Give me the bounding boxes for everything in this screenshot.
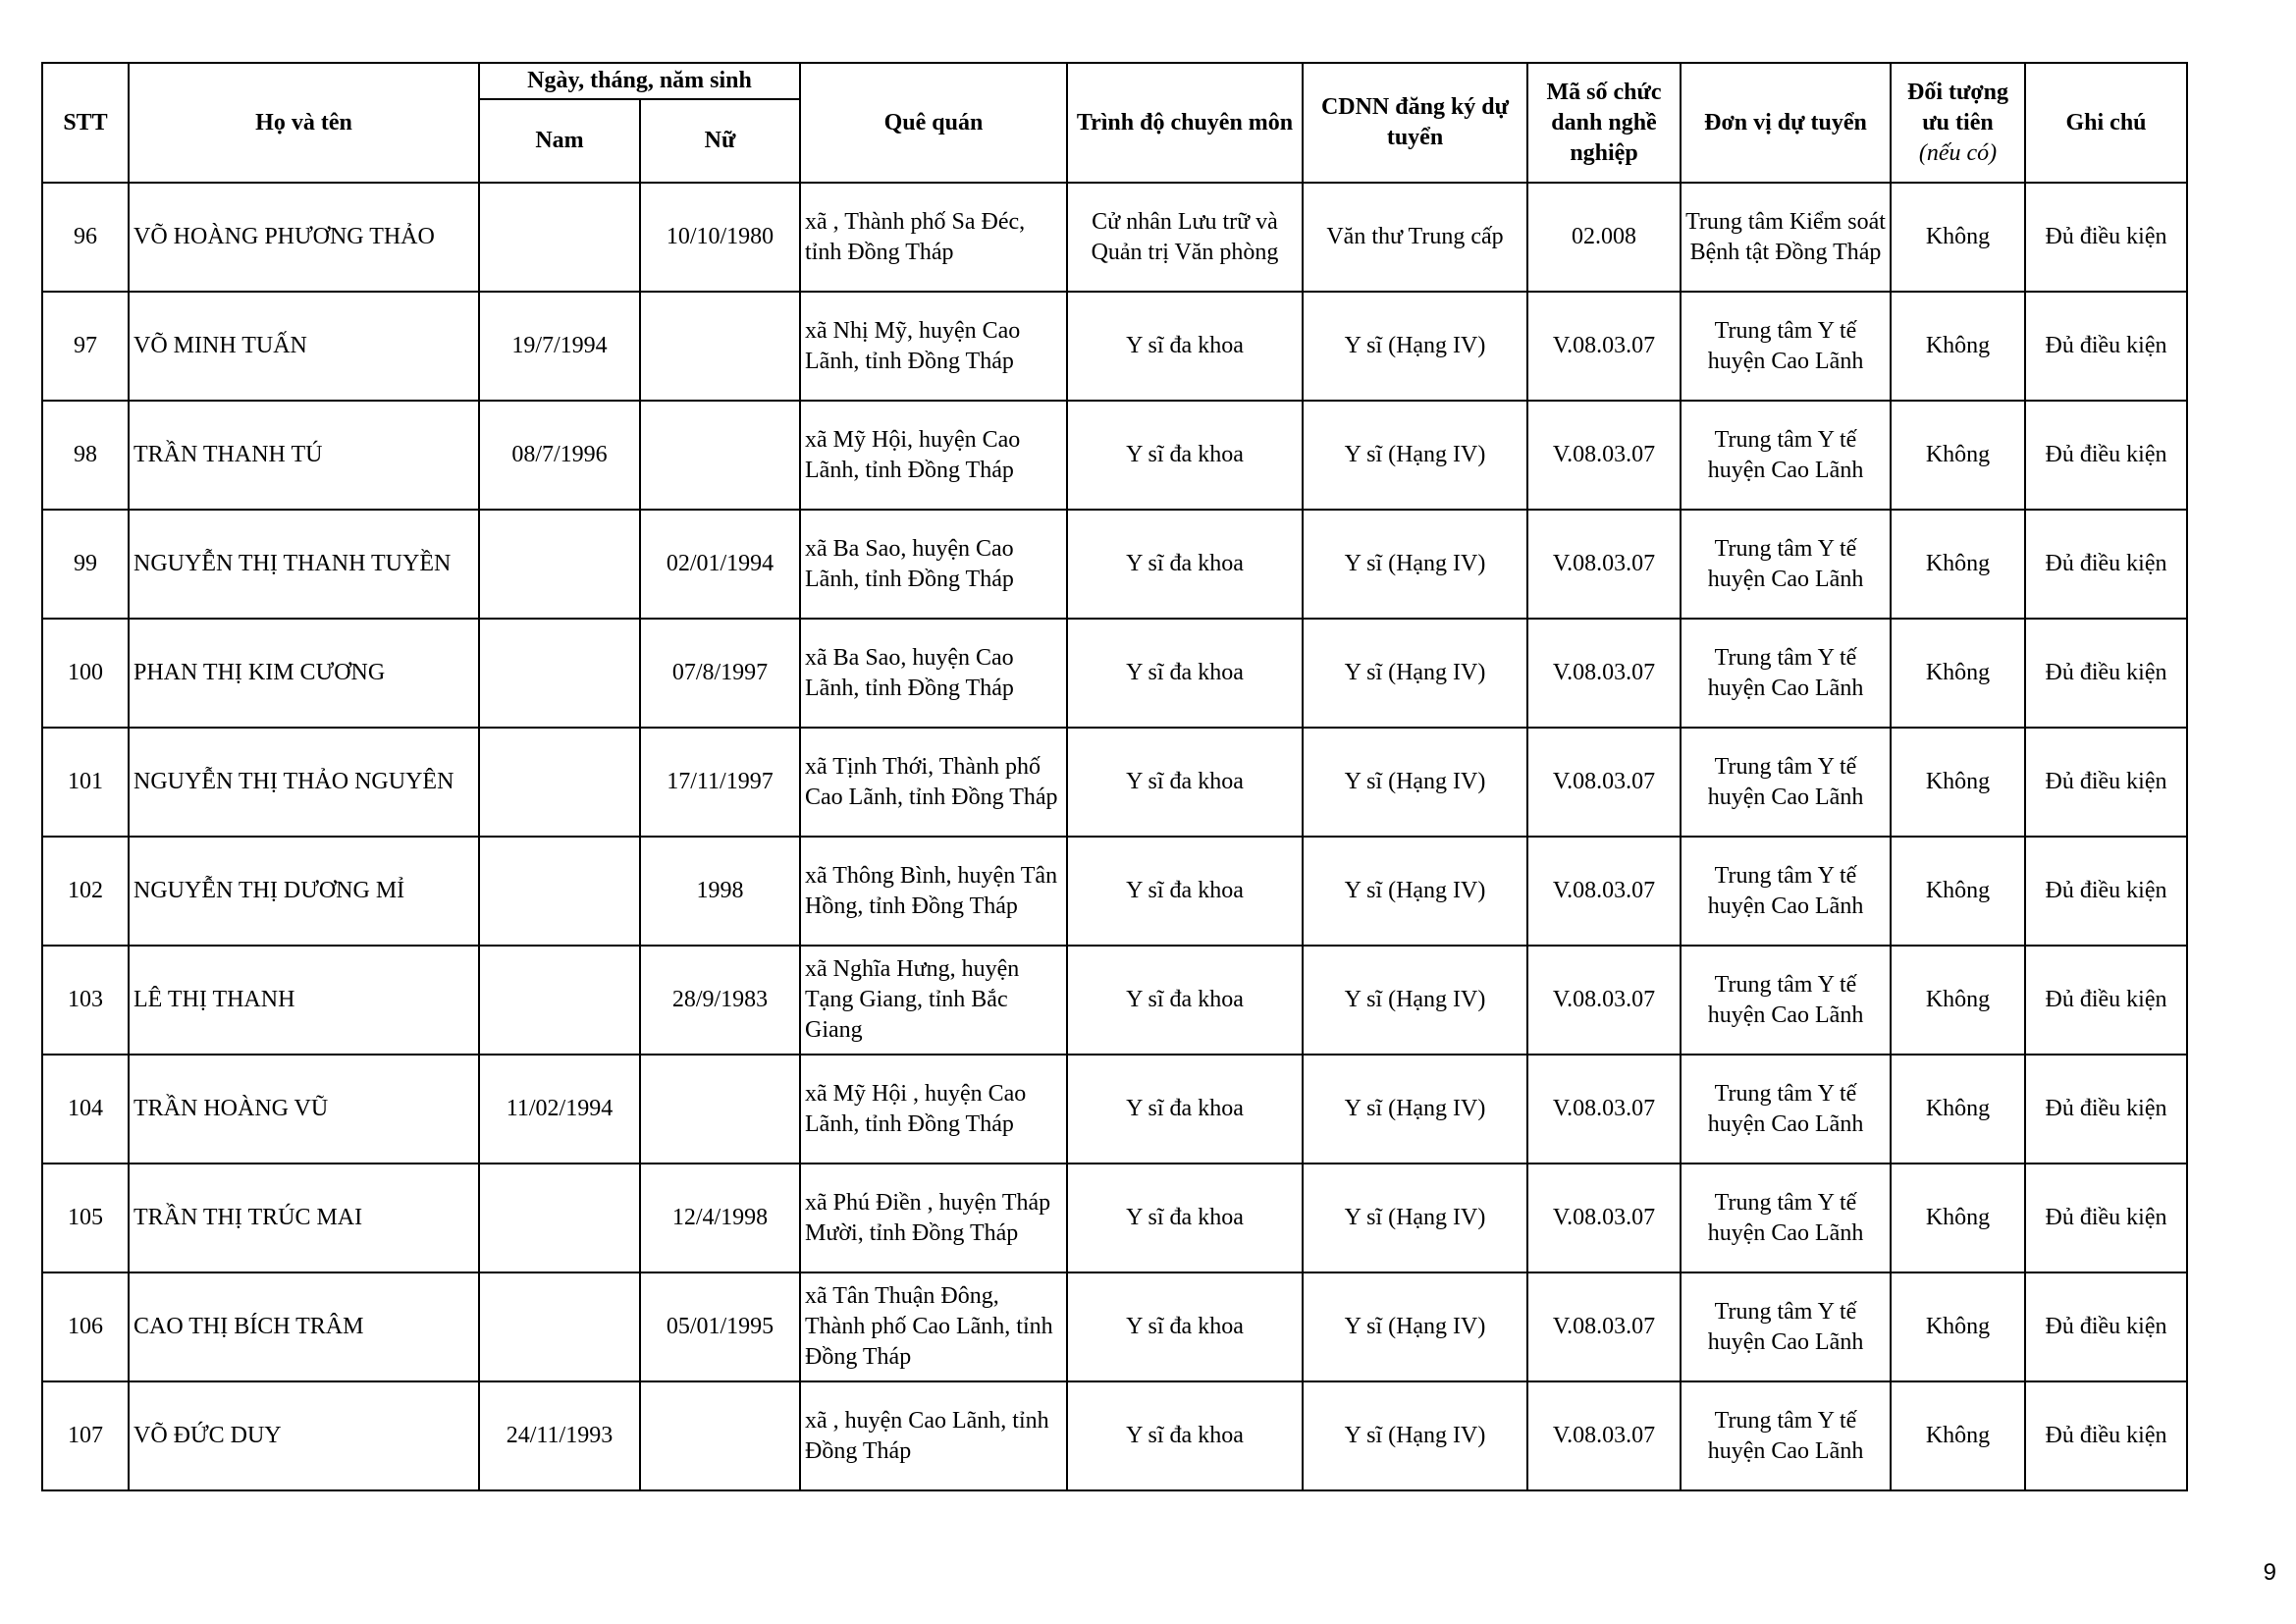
- cell-priority: Không: [1891, 1055, 2025, 1164]
- cell-priority: Không: [1891, 1381, 2025, 1490]
- cell-qualification: Y sĩ đa khoa: [1067, 510, 1303, 619]
- cell-cdnn: Y sĩ (Hạng IV): [1303, 1381, 1527, 1490]
- cell-qualification: Y sĩ đa khoa: [1067, 401, 1303, 510]
- cell-name: PHAN THỊ KIM CƯƠNG: [129, 619, 479, 728]
- cell-cdnn: Y sĩ (Hạng IV): [1303, 401, 1527, 510]
- cell-unit: Trung tâm Y tế huyện Cao Lãnh: [1681, 1055, 1891, 1164]
- cell-priority: Không: [1891, 401, 2025, 510]
- cell-unit: Trung tâm Y tế huyện Cao Lãnh: [1681, 1272, 1891, 1381]
- cell-hometown: xã Tân Thuận Đông, Thành phố Cao Lãnh, tỉnh Đồng Tháp: [800, 1272, 1067, 1381]
- cell-hometown: xã Nghĩa Hưng, huyện Tạng Giang, tỉnh Bắc Giang: [800, 946, 1067, 1055]
- candidate-table: [41, 62, 2188, 1491]
- cell-code: V.08.03.07: [1527, 1055, 1681, 1164]
- cell-unit: Trung tâm Y tế huyện Cao Lãnh: [1681, 728, 1891, 837]
- table-row: [42, 1381, 2187, 1490]
- cell-hometown: xã Thông Bình, huyện Tân Hồng, tỉnh Đồng Tháp: [800, 837, 1067, 946]
- cell-priority: Không: [1891, 837, 2025, 946]
- cell-name: VÕ MINH TUẤN: [129, 292, 479, 401]
- cell-priority: Không: [1891, 1272, 2025, 1381]
- cell-stt: 101: [42, 728, 129, 837]
- cell-qualification: Cử nhân Lưu trữ và Quản trị Văn phòng: [1067, 183, 1303, 292]
- cell-note: Đủ điều kiện: [2025, 183, 2187, 292]
- cell-hometown: xã Ba Sao, huyện Cao Lãnh, tỉnh Đồng Tháp: [800, 619, 1067, 728]
- cell-stt: 106: [42, 1272, 129, 1381]
- cell-dob-male: [479, 946, 640, 1055]
- cell-dob-female: 07/8/1997: [640, 619, 800, 728]
- cell-dob-male: 08/7/1996: [479, 401, 640, 510]
- cell-cdnn: Văn thư Trung cấp: [1303, 183, 1527, 292]
- cell-note: Đủ điều kiện: [2025, 1381, 2187, 1490]
- cell-code: V.08.03.07: [1527, 619, 1681, 728]
- cell-dob-male: 11/02/1994: [479, 1055, 640, 1164]
- cell-note: Đủ điều kiện: [2025, 1164, 2187, 1272]
- cell-dob-female: [640, 401, 800, 510]
- cell-cdnn: Y sĩ (Hạng IV): [1303, 728, 1527, 837]
- cell-hometown: xã Phú Điền , huyện Tháp Mười, tỉnh Đồng Tháp: [800, 1164, 1067, 1272]
- cell-cdnn: Y sĩ (Hạng IV): [1303, 1272, 1527, 1381]
- cell-cdnn: Y sĩ (Hạng IV): [1303, 510, 1527, 619]
- cell-dob-male: [479, 510, 640, 619]
- cell-hometown: xã Ba Sao, huyện Cao Lãnh, tỉnh Đồng Tháp: [800, 510, 1067, 619]
- cell-cdnn: Y sĩ (Hạng IV): [1303, 1164, 1527, 1272]
- cell-name: TRẦN THANH TÚ: [129, 401, 479, 510]
- cell-unit: Trung tâm Y tế huyện Cao Lãnh: [1681, 510, 1891, 619]
- cell-name: VÕ ĐỨC DUY: [129, 1381, 479, 1490]
- table-row: [42, 1164, 2187, 1272]
- cell-hometown: xã Mỹ Hội , huyện Cao Lãnh, tỉnh Đồng Tháp: [800, 1055, 1067, 1164]
- cell-cdnn: Y sĩ (Hạng IV): [1303, 946, 1527, 1055]
- cell-dob-female: 17/11/1997: [640, 728, 800, 837]
- table-body: [42, 183, 2187, 1490]
- cell-qualification: Y sĩ đa khoa: [1067, 946, 1303, 1055]
- cell-code: V.08.03.07: [1527, 1164, 1681, 1272]
- header-trinh-do: Trình độ chuyên môn: [1067, 63, 1303, 183]
- cell-stt: 96: [42, 183, 129, 292]
- table-row: [42, 837, 2187, 946]
- cell-qualification: Y sĩ đa khoa: [1067, 837, 1303, 946]
- cell-stt: 99: [42, 510, 129, 619]
- cell-qualification: Y sĩ đa khoa: [1067, 1381, 1303, 1490]
- cell-stt: 98: [42, 401, 129, 510]
- table-row: [42, 728, 2187, 837]
- table-row: [42, 510, 2187, 619]
- table-row: [42, 1272, 2187, 1381]
- cell-dob-female: [640, 292, 800, 401]
- cell-name: NGUYỄN THỊ DƯƠNG MỈ: [129, 837, 479, 946]
- cell-hometown: xã Tịnh Thới, Thành phố Cao Lãnh, tỉnh Đồng Tháp: [800, 728, 1067, 837]
- cell-cdnn: Y sĩ (Hạng IV): [1303, 837, 1527, 946]
- cell-code: V.08.03.07: [1527, 1272, 1681, 1381]
- cell-priority: Không: [1891, 1164, 2025, 1272]
- cell-hometown: xã Nhị Mỹ, huyện Cao Lãnh, tỉnh Đồng Tháp: [800, 292, 1067, 401]
- cell-note: Đủ điều kiện: [2025, 619, 2187, 728]
- header-cdnn: CDNN đăng ký dự tuyển: [1303, 63, 1527, 183]
- cell-dob-male: [479, 1272, 640, 1381]
- page-number: 9: [2263, 1559, 2276, 1586]
- cell-note: Đủ điều kiện: [2025, 1055, 2187, 1164]
- header-ghi-chu: Ghi chú: [2025, 63, 2187, 183]
- cell-unit: Trung tâm Y tế huyện Cao Lãnh: [1681, 619, 1891, 728]
- cell-name: TRẦN HOÀNG VŨ: [129, 1055, 479, 1164]
- table-row: [42, 619, 2187, 728]
- cell-unit: Trung tâm Y tế huyện Cao Lãnh: [1681, 1164, 1891, 1272]
- table-row: [42, 401, 2187, 510]
- cell-hometown: xã Mỹ Hội, huyện Cao Lãnh, tỉnh Đồng Tháp: [800, 401, 1067, 510]
- cell-unit: Trung tâm Y tế huyện Cao Lãnh: [1681, 837, 1891, 946]
- cell-qualification: Y sĩ đa khoa: [1067, 619, 1303, 728]
- header-ngay-sinh: Ngày, tháng, năm sinh: [479, 63, 800, 99]
- cell-dob-female: [640, 1381, 800, 1490]
- cell-note: Đủ điều kiện: [2025, 510, 2187, 619]
- cell-unit: Trung tâm Y tế huyện Cao Lãnh: [1681, 401, 1891, 510]
- cell-hometown: xã , huyện Cao Lãnh, tỉnh Đồng Tháp: [800, 1381, 1067, 1490]
- table-row: [42, 946, 2187, 1055]
- cell-code: V.08.03.07: [1527, 946, 1681, 1055]
- header-doi-tuong-note: (nếu có): [1918, 139, 1998, 166]
- cell-qualification: Y sĩ đa khoa: [1067, 292, 1303, 401]
- cell-cdnn: Y sĩ (Hạng IV): [1303, 1055, 1527, 1164]
- cell-priority: Không: [1891, 183, 2025, 292]
- cell-qualification: Y sĩ đa khoa: [1067, 1055, 1303, 1164]
- cell-priority: Không: [1891, 619, 2025, 728]
- cell-dob-male: 24/11/1993: [479, 1381, 640, 1490]
- cell-qualification: Y sĩ đa khoa: [1067, 1272, 1303, 1381]
- cell-note: Đủ điều kiện: [2025, 1272, 2187, 1381]
- cell-dob-female: [640, 1055, 800, 1164]
- cell-name: VÕ HOÀNG PHƯƠNG THẢO: [129, 183, 479, 292]
- cell-dob-male: [479, 1164, 640, 1272]
- cell-code: V.08.03.07: [1527, 401, 1681, 510]
- cell-name: NGUYỄN THỊ THẢO NGUYÊN: [129, 728, 479, 837]
- cell-unit: Trung tâm Y tế huyện Cao Lãnh: [1681, 946, 1891, 1055]
- cell-dob-female: 10/10/1980: [640, 183, 800, 292]
- cell-code: 02.008: [1527, 183, 1681, 292]
- cell-priority: Không: [1891, 292, 2025, 401]
- cell-stt: 105: [42, 1164, 129, 1272]
- cell-stt: 104: [42, 1055, 129, 1164]
- cell-code: V.08.03.07: [1527, 1381, 1681, 1490]
- cell-stt: 102: [42, 837, 129, 946]
- header-nu: Nữ: [640, 99, 800, 183]
- cell-note: Đủ điều kiện: [2025, 837, 2187, 946]
- header-que-quan: Quê quán: [800, 63, 1067, 183]
- cell-dob-male: 19/7/1994: [479, 292, 640, 401]
- cell-note: Đủ điều kiện: [2025, 946, 2187, 1055]
- cell-note: Đủ điều kiện: [2025, 401, 2187, 510]
- cell-unit: Trung tâm Y tế huyện Cao Lãnh: [1681, 292, 1891, 401]
- cell-dob-female: 05/01/1995: [640, 1272, 800, 1381]
- cell-name: TRẦN THỊ TRÚC MAI: [129, 1164, 479, 1272]
- cell-stt: 103: [42, 946, 129, 1055]
- table-row: [42, 1055, 2187, 1164]
- cell-stt: 100: [42, 619, 129, 728]
- table-row: [42, 183, 2187, 292]
- cell-name: CAO THỊ BÍCH TRÂM: [129, 1272, 479, 1381]
- cell-code: V.08.03.07: [1527, 292, 1681, 401]
- header-ho-ten: Họ và tên: [129, 63, 479, 183]
- cell-unit: Trung tâm Kiểm soát Bệnh tật Đồng Tháp: [1681, 183, 1891, 292]
- cell-stt: 107: [42, 1381, 129, 1490]
- cell-dob-female: 1998: [640, 837, 800, 946]
- cell-note: Đủ điều kiện: [2025, 292, 2187, 401]
- cell-dob-male: [479, 837, 640, 946]
- cell-unit: Trung tâm Y tế huyện Cao Lãnh: [1681, 1381, 1891, 1490]
- cell-dob-male: [479, 728, 640, 837]
- cell-dob-male: [479, 619, 640, 728]
- cell-name: NGUYỄN THỊ THANH TUYỀN: [129, 510, 479, 619]
- cell-name: LÊ THỊ THANH: [129, 946, 479, 1055]
- table-row: [42, 292, 2187, 401]
- header-ma-so: Mã số chức danh nghề nghiệp: [1527, 63, 1681, 183]
- table-header: [42, 63, 2187, 183]
- cell-code: V.08.03.07: [1527, 837, 1681, 946]
- cell-dob-female: 12/4/1998: [640, 1164, 800, 1272]
- cell-cdnn: Y sĩ (Hạng IV): [1303, 292, 1527, 401]
- cell-stt: 97: [42, 292, 129, 401]
- cell-note: Đủ điều kiện: [2025, 728, 2187, 837]
- header-don-vi: Đơn vị dự tuyển: [1681, 63, 1891, 183]
- cell-qualification: Y sĩ đa khoa: [1067, 728, 1303, 837]
- header-doi-tuong: [1891, 63, 2025, 183]
- header-stt: STT: [42, 63, 129, 183]
- cell-cdnn: Y sĩ (Hạng IV): [1303, 619, 1527, 728]
- cell-qualification: Y sĩ đa khoa: [1067, 1164, 1303, 1272]
- cell-code: V.08.03.07: [1527, 728, 1681, 837]
- header-nam: Nam: [479, 99, 640, 183]
- cell-dob-female: 02/01/1994: [640, 510, 800, 619]
- cell-code: V.08.03.07: [1527, 510, 1681, 619]
- cell-hometown: xã , Thành phố Sa Đéc, tỉnh Đồng Tháp: [800, 183, 1067, 292]
- cell-dob-female: 28/9/1983: [640, 946, 800, 1055]
- cell-dob-male: [479, 183, 640, 292]
- header-doi-tuong-label: Đối tượng ưu tiên: [1906, 79, 2009, 135]
- cell-priority: Không: [1891, 728, 2025, 837]
- cell-priority: Không: [1891, 510, 2025, 619]
- cell-priority: Không: [1891, 946, 2025, 1055]
